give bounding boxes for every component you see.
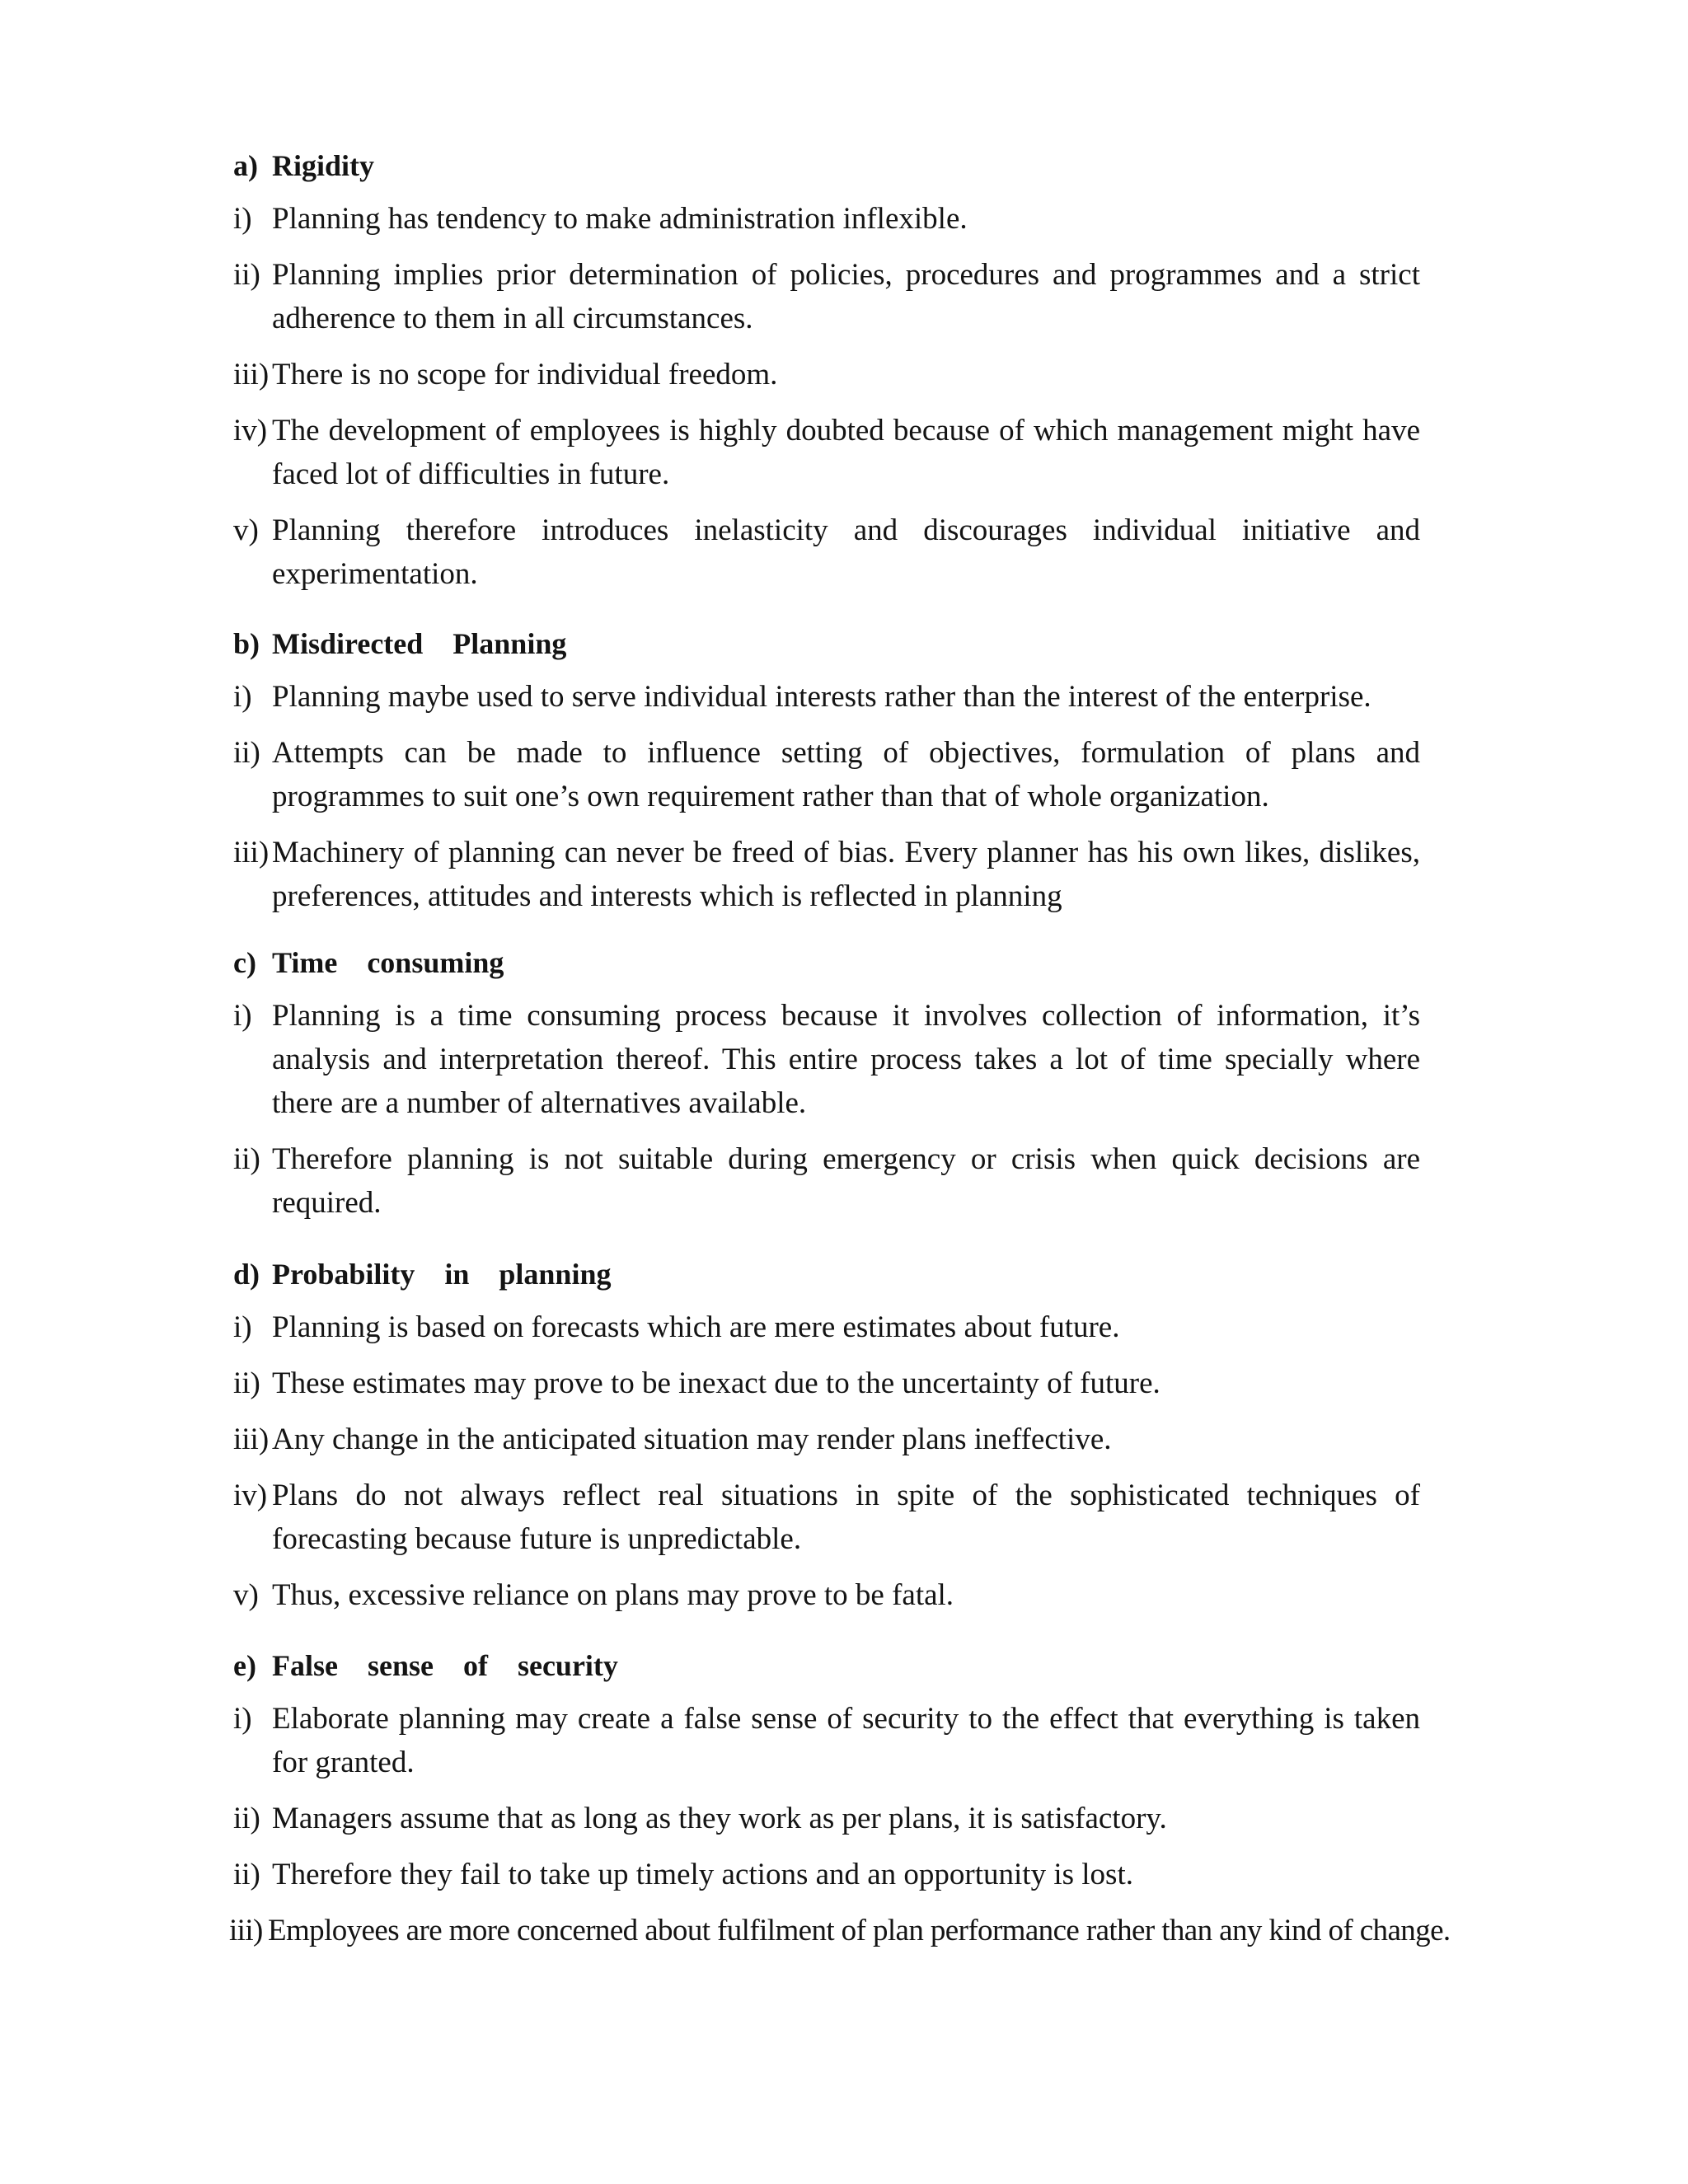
item-marker: i) xyxy=(233,1310,252,1344)
section-marker: b) xyxy=(233,627,260,660)
item-list xyxy=(229,1697,1451,1952)
item-marker: iv) xyxy=(233,414,268,448)
list-item xyxy=(233,731,1420,818)
item-text: Attempts can be made to influence setting of objectives, formulation of plans and programmes to suit one’s own requirement rather than that of whole organization. xyxy=(272,736,1420,813)
item-text: Planning is a time consuming process because it involves collection of information, it’s analysis and interpretation thereof. This entire process takes a lot of time specially where there are a number of alternatives available. xyxy=(272,999,1420,1120)
list-item xyxy=(233,1853,1420,1896)
item-marker: iii) xyxy=(233,1422,270,1456)
item-marker: v) xyxy=(233,1578,259,1612)
item-marker: ii) xyxy=(233,1802,260,1835)
list-item xyxy=(233,253,1420,340)
item-marker: i) xyxy=(233,999,252,1033)
list-item xyxy=(233,509,1420,596)
item-text: Planning has tendency to make administration inflexible. xyxy=(272,202,968,236)
item-text: Any change in the anticipated situation may render plans ineffective. xyxy=(272,1422,1112,1456)
list-item xyxy=(233,1697,1420,1784)
item-list xyxy=(233,675,1420,918)
list-item xyxy=(233,409,1420,496)
section-heading xyxy=(233,1644,1420,1687)
item-list xyxy=(233,994,1420,1225)
section-marker: e) xyxy=(233,1649,256,1682)
section-marker: c) xyxy=(233,946,256,979)
list-item xyxy=(233,1418,1420,1461)
item-text: Employees are more concerned about fulfilment of plan performance rather than any kind of change. xyxy=(268,1914,1451,1947)
item-marker: ii) xyxy=(233,1142,260,1176)
item-text: Planning implies prior determination of policies, procedures and programmes and a strict adherence to them in all circumstances. xyxy=(272,258,1420,335)
list-item xyxy=(233,675,1420,719)
item-marker: v) xyxy=(233,513,259,547)
list-item xyxy=(233,1361,1420,1405)
section-marker: d) xyxy=(233,1258,260,1291)
section-title: Time consuming xyxy=(272,946,504,979)
item-list xyxy=(233,197,1420,596)
item-marker: ii) xyxy=(233,258,260,292)
item-text: Machinery of planning can never be freed of bias. Every planner has his own likes, dislikes, preferences, attitudes and interests which is reflected in planning xyxy=(272,836,1420,913)
item-marker: i) xyxy=(233,680,252,714)
item-marker: i) xyxy=(233,1702,252,1736)
item-text: Thus, excessive reliance on plans may prove to be fatal. xyxy=(272,1578,954,1612)
list-item xyxy=(233,1797,1420,1840)
section-title: Rigidity xyxy=(272,149,375,182)
section-heading xyxy=(233,622,1420,665)
section-rigidity xyxy=(233,144,1420,608)
item-text: Planning therefore introduces inelasticity and discourages individual initiative and experimentation. xyxy=(272,513,1420,591)
item-marker: iv) xyxy=(233,1479,268,1512)
item-marker: i) xyxy=(233,202,252,236)
item-marker: iii) xyxy=(233,358,270,391)
item-marker: iii) xyxy=(233,836,270,869)
list-item xyxy=(233,197,1420,241)
item-text: Plans do not always reflect real situations in spite of the sophisticated techniques of forecasting because future is unpredictable. xyxy=(272,1479,1420,1556)
section-time-consuming xyxy=(233,941,1420,1237)
list-item xyxy=(233,1305,1420,1349)
item-text: Managers assume that as long as they work as per plans, it is satisfactory. xyxy=(272,1802,1167,1835)
item-marker: ii) xyxy=(233,1858,260,1891)
section-misdirected-planning xyxy=(233,622,1420,930)
item-text: Planning is based on forecasts which are mere estimates about future. xyxy=(272,1310,1120,1344)
item-marker: ii) xyxy=(233,1366,260,1400)
item-marker: iii) xyxy=(229,1914,263,1947)
list-item xyxy=(233,353,1420,396)
item-text: Elaborate planning may create a false sense of security to the effect that everything is taken for granted. xyxy=(272,1702,1420,1779)
section-title: Probability in planning xyxy=(272,1258,612,1291)
section-probability-in-planning xyxy=(233,1253,1420,1629)
section-heading xyxy=(233,941,1420,984)
section-title: False sense of security xyxy=(272,1649,618,1682)
item-text: These estimates may prove to be inexact due to the uncertainty of future. xyxy=(272,1366,1160,1400)
section-title: Misdirected Planning xyxy=(272,627,567,660)
item-list xyxy=(233,1305,1420,1617)
item-text: The development of employees is highly doubted because of which management might have faced lot of difficulties in future. xyxy=(272,414,1420,491)
item-text: Therefore they fail to take up timely actions and an opportunity is lost. xyxy=(272,1858,1133,1891)
item-text: There is no scope for individual freedom. xyxy=(272,358,778,391)
list-item xyxy=(233,1137,1420,1225)
list-item xyxy=(233,1573,1420,1617)
list-item xyxy=(233,831,1420,918)
item-text: Planning maybe used to serve individual interests rather than the interest of the enterprise. xyxy=(272,680,1372,714)
item-marker: ii) xyxy=(233,736,260,770)
section-heading xyxy=(233,144,1420,187)
list-item xyxy=(233,1474,1420,1561)
section-false-sense-of-security xyxy=(229,1644,1451,1965)
section-heading xyxy=(233,1253,1420,1296)
item-text: Therefore planning is not suitable during emergency or crisis when quick decisions are required. xyxy=(272,1142,1420,1220)
list-item xyxy=(229,1909,1512,1952)
section-marker: a) xyxy=(233,149,258,182)
list-item xyxy=(233,994,1420,1125)
